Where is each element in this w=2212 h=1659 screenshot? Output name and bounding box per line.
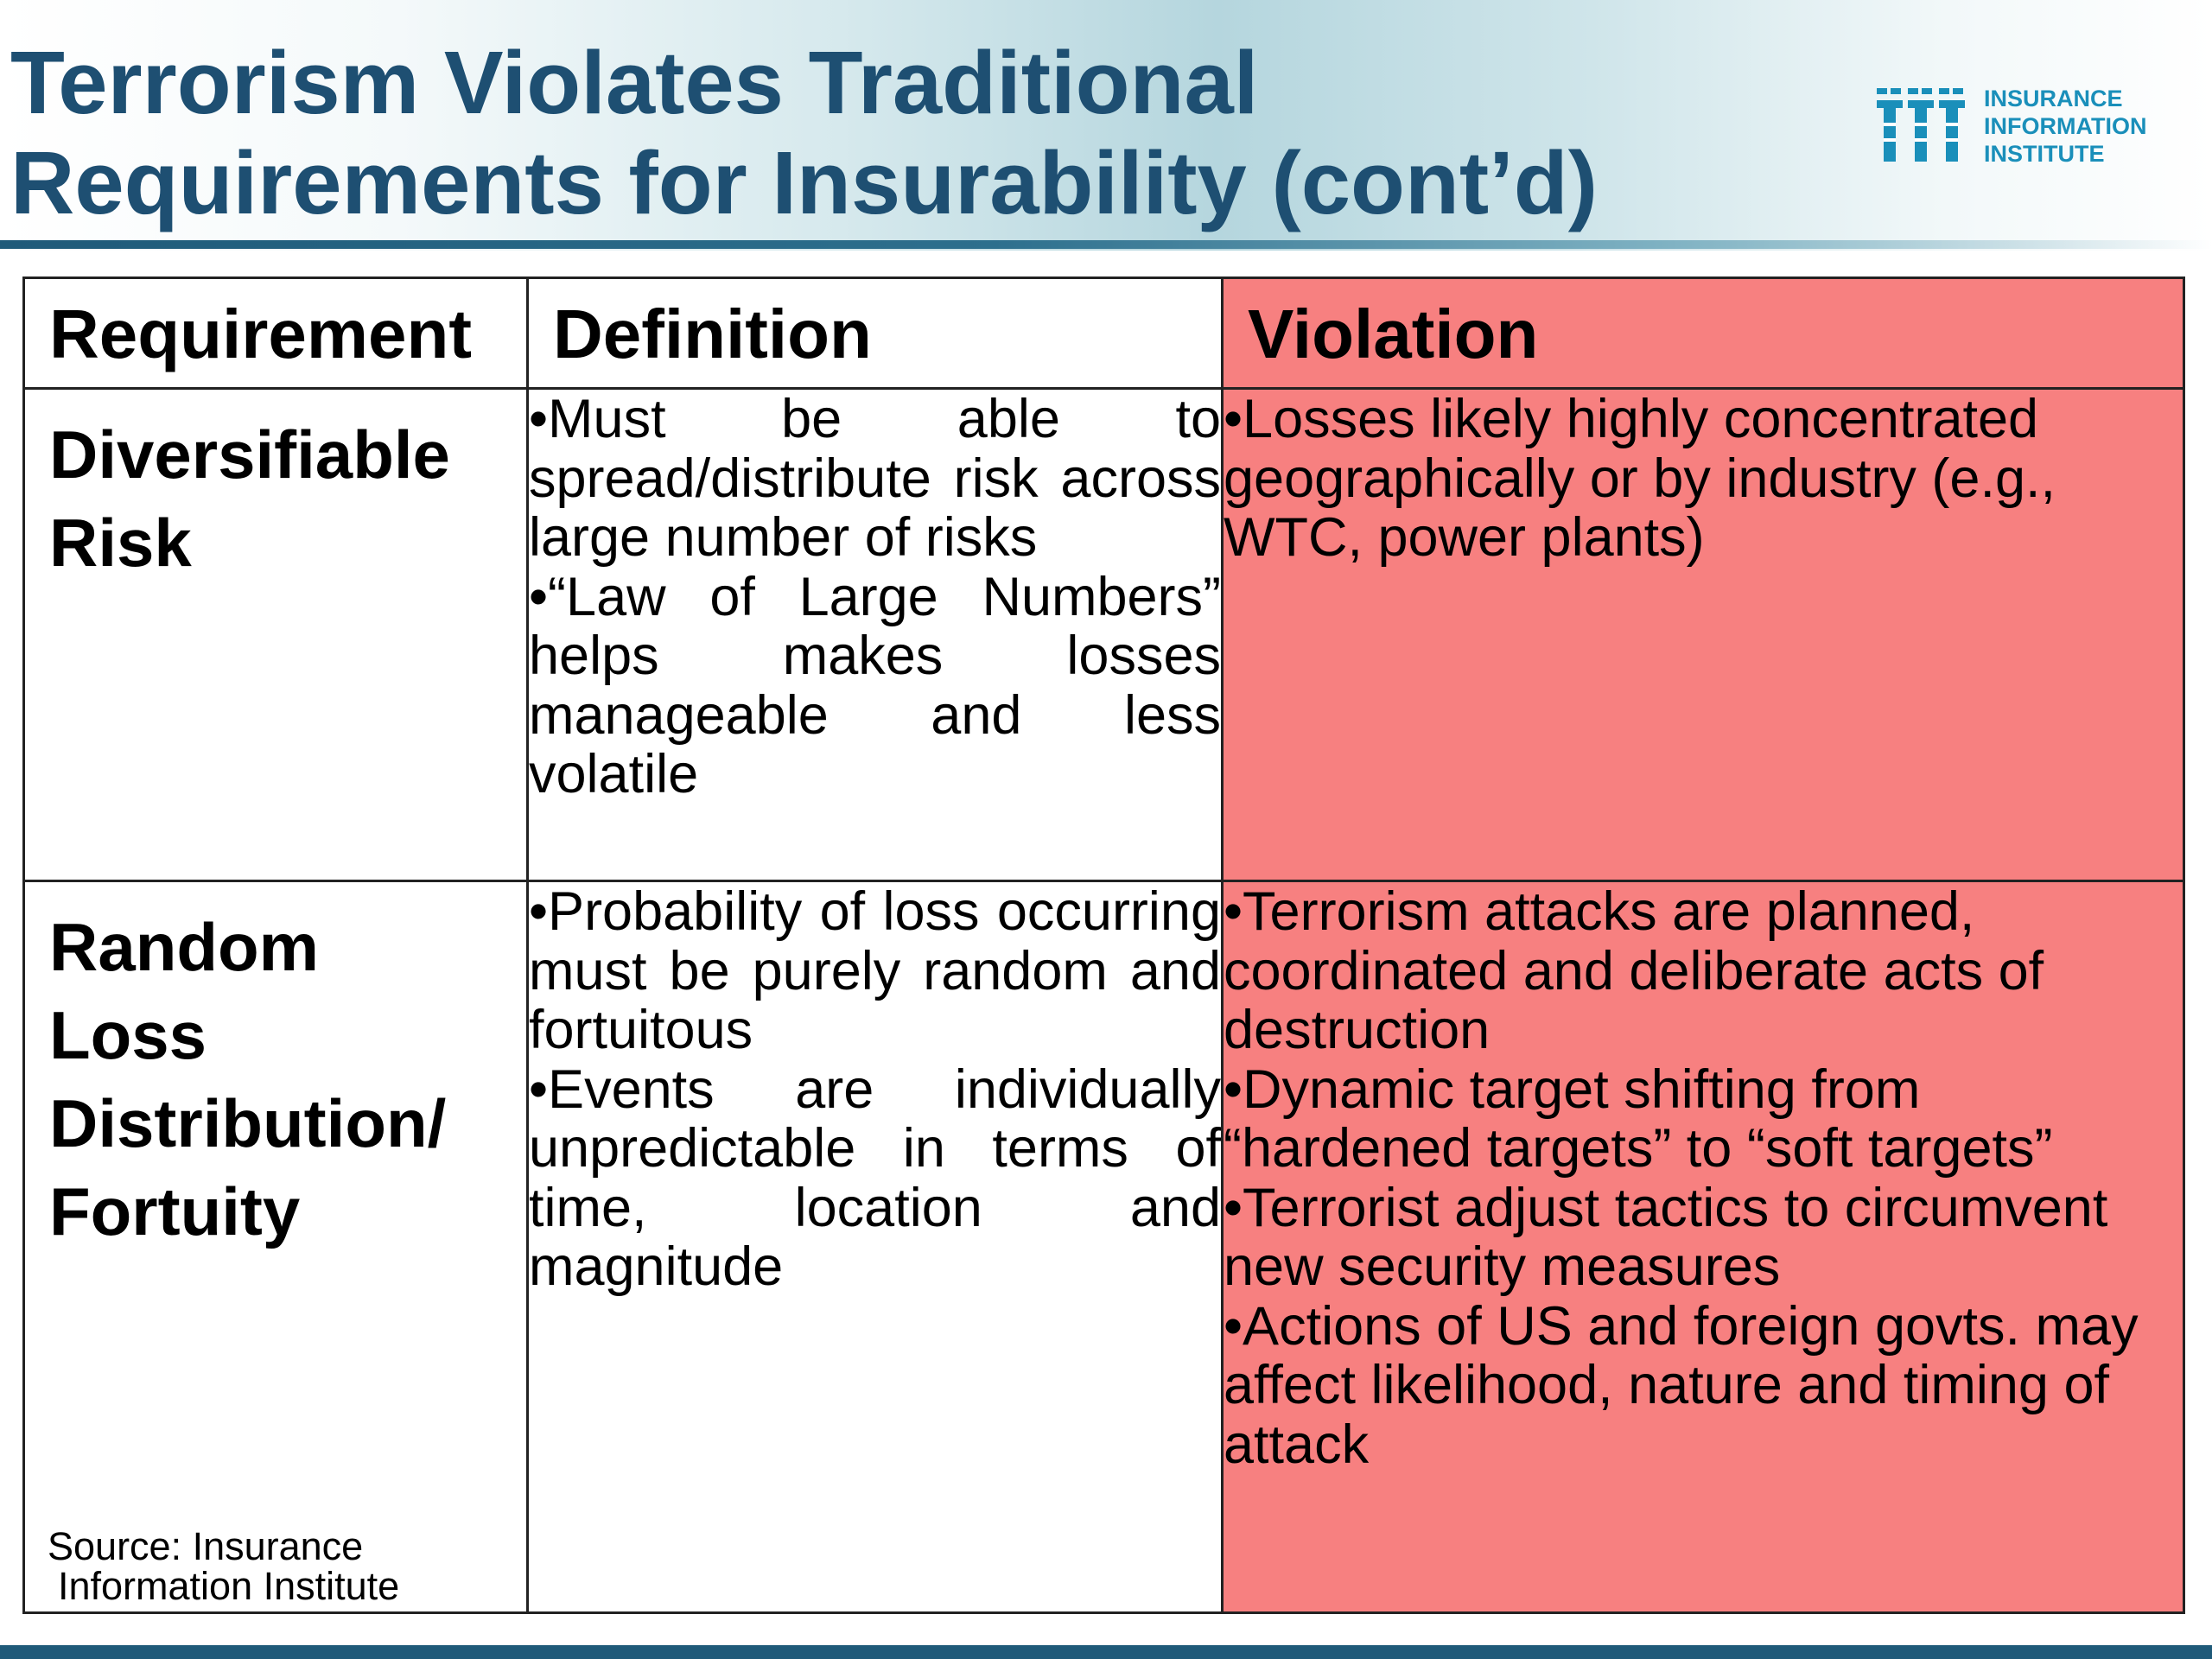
violation-bullet: •Dynamic target shifting from “hardened targets” to “soft targets” xyxy=(1224,1058,2053,1179)
header-definition: Definition xyxy=(528,278,1223,389)
header-violation: Violation xyxy=(1223,278,2184,389)
logo-line-1: INSURANCE xyxy=(1984,86,2123,111)
definition-bullet: •Probability of loss occurring must be purely random and fortuitous xyxy=(529,881,1221,1060)
footer-divider xyxy=(0,1645,2212,1659)
insurability-table xyxy=(22,276,2185,1614)
requirement-name-line: Random xyxy=(49,909,319,985)
violation-cell xyxy=(1223,389,2184,881)
slide-title xyxy=(10,33,1598,233)
definition-bullet: •Events are individually unpredictable in terms of time, location and magnitude xyxy=(529,1058,1221,1297)
requirement-name-line: Distribution/ xyxy=(49,1085,447,1161)
slide-title-line-2: Requirements for Insurability (cont’d) xyxy=(10,133,1599,232)
requirement-name-line: Risk xyxy=(49,505,192,581)
definition-bullet: •Must be able to spread/distribute risk across large number of risks xyxy=(529,389,1221,568)
source-line-2: Information Institute xyxy=(58,1564,400,1608)
source-line-1: Source: Insurance xyxy=(48,1524,364,1568)
requirement-name xyxy=(25,390,526,587)
violation-cell xyxy=(1223,881,2184,1613)
header-divider xyxy=(0,240,2212,249)
header-requirement: Requirement xyxy=(24,278,528,389)
table-row xyxy=(24,389,2184,881)
requirement-name xyxy=(25,882,526,1255)
logo-line-2: INFORMATION xyxy=(1984,113,2147,139)
violation-bullet: •Terrorist adjust tactics to circumvent new security measures xyxy=(1224,1177,2108,1297)
iii-logo xyxy=(1875,79,2186,175)
requirement-cell xyxy=(24,389,528,881)
violation-bullet: •Actions of US and foreign govts. may affect likelihood, nature and timing of attack xyxy=(1224,1295,2139,1475)
requirement-name-line: Fortuity xyxy=(49,1173,301,1249)
requirement-name-line: Loss xyxy=(49,997,207,1073)
definition-cell xyxy=(528,881,1223,1613)
requirement-name-line: Diversifiable xyxy=(49,416,450,493)
source-note xyxy=(48,1524,400,1608)
logo-line-3: INSTITUTE xyxy=(1984,141,2105,167)
violation-bullet: •Terrorism attacks are planned, coordinated and deliberate acts of destruction xyxy=(1224,881,2044,1060)
definition-bullet: •“Law of Large Numbers” helps makes losses manageable and less volatile xyxy=(529,566,1221,804)
slide-title-line-1: Terrorism Violates Traditional xyxy=(10,33,1259,132)
iii-logo-icon xyxy=(1875,85,1972,168)
table-row xyxy=(24,881,2184,1613)
violation-bullet: •Losses likely highly concentrated geographically or by industry (e.g., WTC, power plants) xyxy=(1224,389,2056,568)
definition-cell xyxy=(528,389,1223,881)
iii-logo-wordmark xyxy=(1984,85,2146,168)
requirement-cell xyxy=(24,881,528,1613)
table-header-row xyxy=(24,278,2184,389)
